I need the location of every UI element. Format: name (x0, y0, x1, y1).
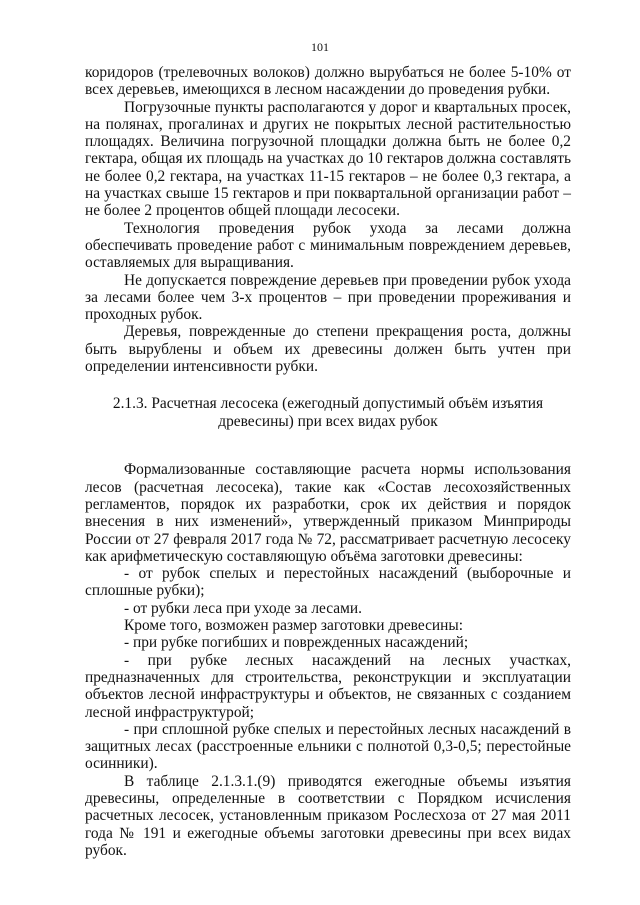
list-item-infrastructure: - при рубке лесных насаждений на лесных участках, предназначенных для строительства, реконструкции и эксплуатации объектов лесной инфраструктуры и объектов, не связанных с созданием лесной инфраструктурой; (85, 651, 571, 721)
paragraph-loading-points: Погрузочные пункты располагаются у дорог и квартальных просек, на полянах, прогалинах и других не покрытых лесной растительностью площадях. Величина погрузочной площадки должна быть не более 0,2 гектара, общая их площадь на участках до 10 гектаров должна составлять не более 0,2 гектара, на участках 11-15 гектаров – не более 0,3 гектара, а на участках свыше 15 гектаров и при поквартальной организации работ – не более 2 процентов общей площади лесосеки. (85, 98, 571, 220)
document-body (85, 64, 571, 859)
list-item-mature-stands: - от рубок спелых и перестойных насаждений (выборочные и сплошные рубки); (85, 565, 571, 600)
paragraph-technology: Технология проведения рубок ухода за лесами должна обеспечивать проведение работ с минимальным повреждением деревьев, оставляемых для выращивания. (85, 219, 571, 272)
list-item-protective-forests: - при сплошной рубке спелых и перестойных лесных насаждений в защитных лесах (расстроенные ельники с полнотой 0,3-0,5; перестойные осинники). (85, 720, 571, 773)
section-heading (85, 395, 571, 431)
list-item-dead-stands: - при рубке погибших и поврежденных насаждений; (124, 634, 469, 652)
paragraph-damage-limit: Не допускается повреждение деревьев при проведении рубок ухода за лесами более чем 3-х процентов – при проведении прореживания и проходных рубок. (85, 271, 571, 324)
paragraph-damaged-trees: Деревья, поврежденные до степени прекращения роста, должны быть вырублены и объем их древесины должен быть учтен при определении интенсивности рубки. (85, 323, 571, 376)
section-heading-line-2: древесины) при всех видах рубок (218, 413, 438, 431)
paragraph-skid-trails: коридоров (трелевочных волоков) должно вырубаться не более 5-10% от всех деревьев, имеющихся в лесном насаждении до проведения рубки. (85, 64, 571, 99)
list-item-care-felling: - от рубки леса при уходе за лесами. (124, 599, 362, 617)
paragraph-table-reference: В таблице 2.1.3.1.(9) приводятся ежегодные объемы изъятия древесины, определенные в соответствии с Порядком исчисления расчетных лесосек, установленным приказом Рослесхоза от 27 мая 2011 года № 191 и ежегодные объемы заготовки древесины при всех видах рубок. (85, 772, 571, 859)
section-heading-line-1: 2.1.3. Расчетная лесосека (ежегодный допустимый объём изъятия (112, 395, 544, 413)
paragraph-formalized-components: Формализованные составляющие расчета нормы использования лесов (расчетная лесосека), такие как «Состав лесохозяйственных регламентов, порядок их разработки, срок их действия и порядок внесения в них изменений», утвержденный приказом Минприроды России от 27 февраля 2017 года № 72, рассматривает расчетную лесосеку как арифметическую составляющую объёма заготовки древесины: (85, 461, 571, 565)
page-number: 101 (311, 40, 329, 54)
paragraph-additionally: Кроме того, возможен размер заготовки древесины: (124, 617, 463, 635)
